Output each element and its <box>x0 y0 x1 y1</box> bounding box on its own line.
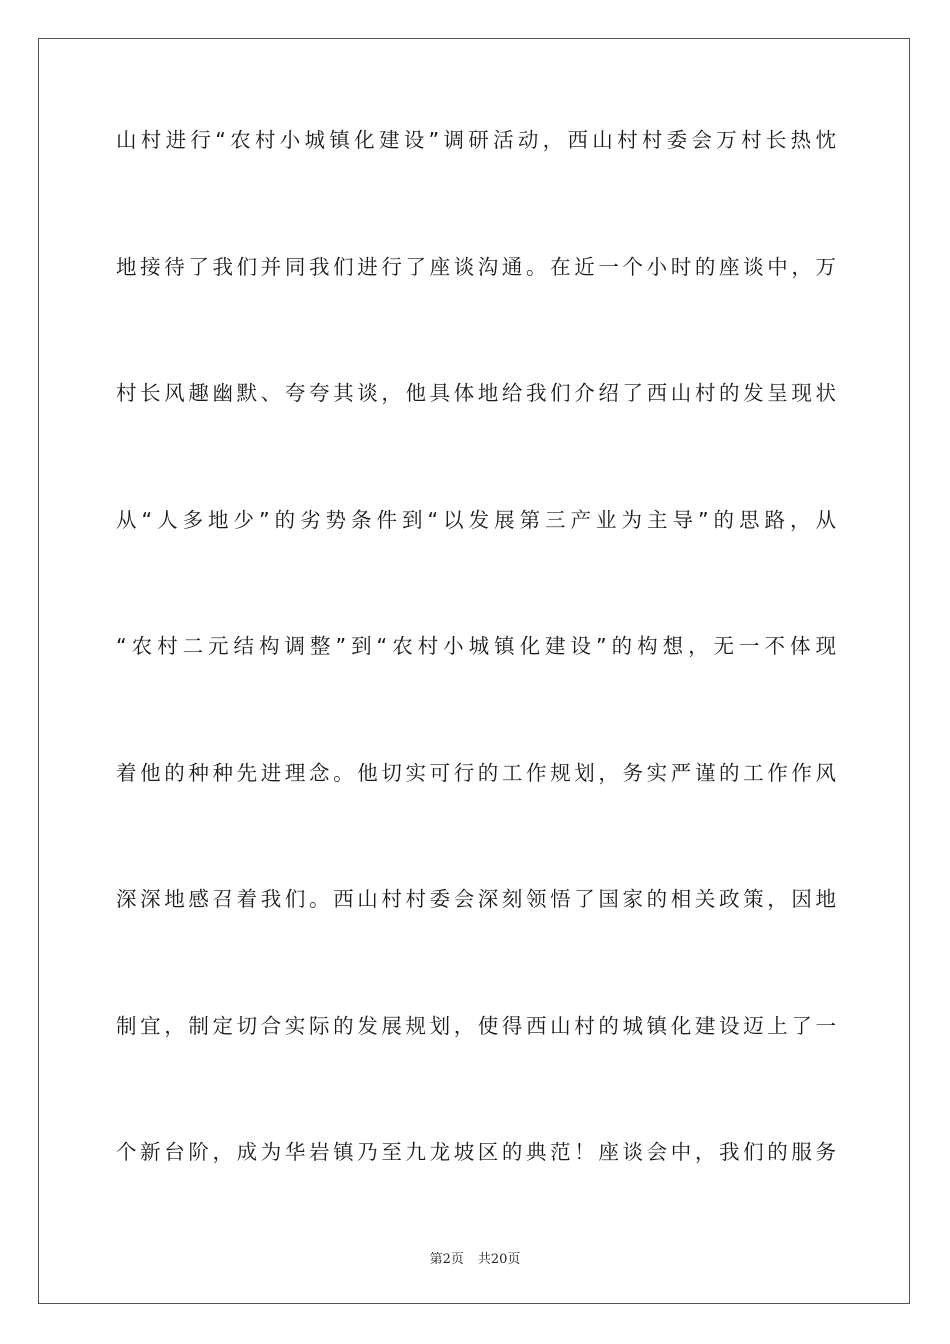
paragraph-line: 从“人多地少”的劣势条件到“以发展第三产业为主导”的思路，从 <box>116 507 836 532</box>
paragraph-line: 村长风趣幽默、夸夸其谈，他具体地给我们介绍了西山村的发呈现状 <box>116 381 836 405</box>
paragraph-line: 地接待了我们并同我们进行了座谈沟通。在近一个小时的座谈中，万 <box>116 254 836 279</box>
paragraph-line: 制宜，制定切合实际的发展规划，使得西山村的城镇化建设迈上了一 <box>116 1013 836 1038</box>
document-body <box>116 128 836 1267</box>
paragraph-line: 个新台阶，成为华岩镇乃至九龙坡区的典范！座谈会中，我们的服务 <box>116 1140 836 1164</box>
paragraph-line: 着他的种种先进理念。他切实可行的工作规划，务实严谨的工作作风 <box>116 760 836 785</box>
paragraph-line: 深深地感召着我们。西山村村委会深刻领悟了国家的相关政策，因地 <box>116 887 836 911</box>
page-total: 共20页 <box>477 1252 521 1267</box>
page-footer <box>0 1248 950 1267</box>
paragraph-line: 山村进行“农村小城镇化建设”调研活动，西山村村委会万村长热忱 <box>116 128 836 152</box>
paragraph-line: “农村二元结构调整”到“农村小城镇化建设”的构想，无一不体现 <box>116 634 836 658</box>
page-number: 第2页 <box>429 1252 464 1267</box>
